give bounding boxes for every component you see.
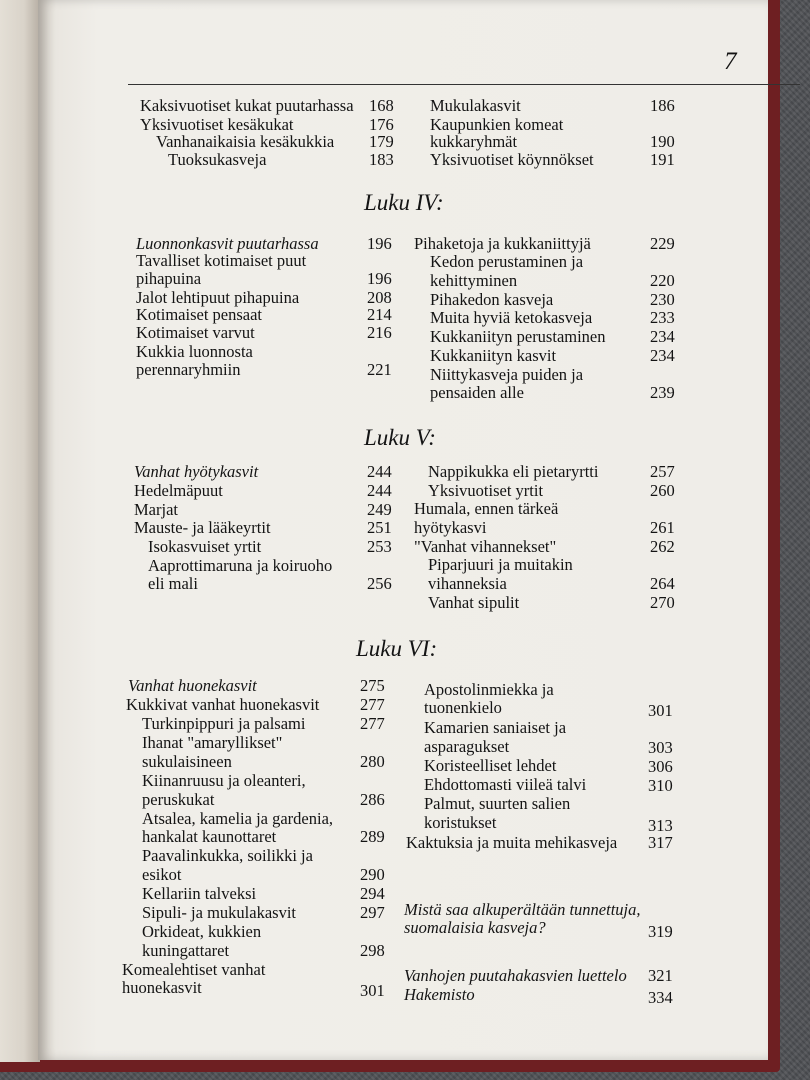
toc-entry: Yksivuotiset köynnökset (430, 150, 594, 169)
toc-entry: Kukkivat vanhat huonekasvit (126, 695, 320, 714)
toc-page-num: 183 (369, 150, 394, 169)
toc-page-num: 306 (648, 757, 673, 776)
toc-entry: Mistä saa alkuperältään tunnettuja, (404, 900, 641, 919)
toc-entry: Vanhat hyötykasvit (134, 462, 259, 481)
toc-entry: hyötykasvi (414, 518, 487, 537)
toc-page-num: 220 (650, 271, 675, 290)
toc-entry: Kukkaniityn perustaminen (430, 327, 606, 346)
toc-entry: Hakemisto (404, 985, 475, 1004)
toc-entry: huonekasvit (122, 978, 202, 997)
toc-page-num: 216 (367, 323, 392, 342)
toc-page-num: 253 (367, 537, 392, 556)
toc-page-num: 168 (369, 96, 394, 115)
toc-entry: Ehdottomasti viileä talvi (424, 775, 587, 794)
toc-entry: Atsalea, kamelia ja gardenia, (142, 809, 334, 828)
toc-page-num: 196 (367, 234, 392, 253)
toc-page-num: 275 (360, 676, 385, 695)
left-page-edge (0, 0, 40, 1062)
toc-page-num: 262 (650, 537, 675, 556)
chapter-heading: Luku V: (364, 425, 436, 450)
toc-page-num: 321 (648, 966, 673, 985)
toc-entry: vihanneksia (428, 574, 507, 593)
toc-entry: Kamarien saniaiset ja (424, 718, 567, 737)
toc-entry: Yksivuotiset yrtit (428, 481, 544, 500)
toc-entry: pihapuina (136, 269, 202, 288)
toc-page-num: 234 (650, 327, 675, 346)
toc-page-num: 196 (367, 269, 392, 288)
toc-page-num: 298 (360, 941, 385, 960)
toc-entry: peruskukat (142, 790, 215, 809)
toc-entry: Mukulakasvit (430, 96, 521, 115)
toc-entry: Muita hyviä ketokasveja (430, 308, 593, 327)
toc-entry: Kukkia luonnosta (136, 342, 253, 361)
toc-page-num: 230 (650, 290, 675, 309)
toc-entry: Sipuli- ja mukulakasvit (142, 903, 296, 922)
toc-entry: Turkinpippuri ja palsami (142, 714, 306, 733)
toc-page-num: 289 (360, 827, 385, 846)
toc-page-num: 244 (367, 462, 392, 481)
toc-entry: Pihaketoja ja kukkaniittyjä (414, 234, 591, 253)
toc-page-num: 186 (650, 96, 675, 115)
page-number: 7 (724, 48, 737, 75)
toc-entry: Palmut, suurten salien (424, 794, 571, 813)
toc-entry: Isokasvuiset yrtit (148, 537, 262, 556)
toc-page-num: 294 (360, 884, 385, 903)
toc-entry: Marjat (134, 500, 178, 519)
toc-page-num: 303 (648, 738, 673, 757)
toc-entry: Kedon perustaminen ja (430, 252, 584, 271)
toc-entry: Nappikukka eli pietaryrtti (428, 462, 599, 481)
toc-entry: sukulaisineen (142, 752, 232, 771)
toc-entry: Vanhat huonekasvit (128, 676, 257, 695)
toc-page-num: 256 (367, 574, 392, 593)
toc-entry: Aaprottimaruna ja koiruoho (148, 556, 333, 575)
toc-entry: Ihanat "amaryllikset" (142, 733, 283, 752)
toc-page-num: 297 (360, 903, 385, 922)
toc-entry: tuonenkielo (424, 698, 502, 717)
toc-entry: Paavalinkukka, soilikki ja (142, 846, 313, 865)
toc-page-num: 260 (650, 481, 675, 500)
toc-entry: Koristeelliset lehdet (424, 756, 557, 775)
chapter-heading: Luku VI: (356, 636, 438, 661)
toc-entry: Pihakedon kasveja (430, 290, 554, 309)
toc-entry: Kotimaiset varvut (136, 323, 255, 342)
toc-page-num: 280 (360, 752, 385, 771)
toc-page-num: 190 (650, 132, 675, 151)
toc-entry: Mauste- ja lääkeyrtit (134, 518, 271, 537)
toc-page-num: 313 (648, 816, 673, 835)
toc-entry: Komealehtiset vanhat (122, 960, 266, 979)
toc-page-num: 234 (650, 346, 675, 365)
toc-page-num: 244 (367, 481, 392, 500)
toc-page (38, 0, 768, 1060)
toc-entry: Kiinanruusu ja oleanteri, (142, 771, 306, 790)
toc-entry: Kellariin talveksi (142, 884, 257, 903)
toc-page-num: 264 (650, 574, 675, 593)
toc-page-num: 249 (367, 500, 392, 519)
toc-page-num: 270 (650, 593, 675, 612)
toc-entry: perennaryhmiin (136, 360, 241, 379)
toc-entry: Kaksivuotiset kukat puutarhassa (140, 96, 354, 115)
toc-page-num: 176 (369, 115, 394, 134)
toc-page-num: 290 (360, 865, 385, 884)
toc-entry: koristukset (424, 813, 497, 832)
toc-page-num: 277 (360, 714, 385, 733)
toc-entry: hankalat kaunottaret (142, 827, 277, 846)
toc-entry: kehittyminen (430, 271, 518, 290)
toc-page-num: 286 (360, 790, 385, 809)
chapter-heading: Luku IV: (364, 190, 444, 215)
toc-page-num: 334 (648, 988, 673, 1007)
toc-entry: Yksivuotiset kesäkukat (140, 115, 294, 134)
toc-page-num: 179 (369, 132, 394, 151)
toc-page-num: 239 (650, 383, 675, 402)
header-rule (128, 84, 800, 85)
toc-entry: Jalot lehtipuut pihapuina (136, 288, 300, 307)
toc-page-num: 229 (650, 234, 675, 253)
toc-page-num: 317 (648, 833, 673, 852)
toc-entry: Humala, ennen tärkeä (414, 499, 559, 518)
toc-entry: Tavalliset kotimaiset puut (136, 251, 307, 270)
toc-entry: Vanhojen puutahakasvien luettelo (404, 966, 627, 985)
toc-entry: eli mali (148, 574, 198, 593)
toc-entry: kuningattaret (142, 941, 230, 960)
toc-entry: pensaiden alle (430, 383, 524, 402)
toc-page-num: 257 (650, 462, 675, 481)
toc-entry: Apostolinmiekka ja (424, 680, 554, 699)
toc-page-num: 191 (650, 150, 675, 169)
toc-entry: Kaktuksia ja muita mehikasveja (406, 833, 618, 852)
toc-entry: Tuoksukasveja (168, 150, 267, 169)
toc-entry: Vanhat sipulit (428, 593, 520, 612)
toc-entry: esikot (142, 865, 182, 884)
toc-page-num: 301 (360, 981, 385, 1000)
toc-entry: Niittykasveja puiden ja (430, 365, 584, 384)
toc-entry: kukkaryhmät (430, 132, 518, 151)
toc-entry: Luonnonkasvit puutarhassa (136, 234, 319, 253)
toc-entry: Kukkaniityn kasvit (430, 346, 557, 365)
toc-entry: "Vanhat vihannekset" (414, 537, 557, 556)
toc-entry: suomalaisia kasveja? (404, 918, 546, 937)
toc-page-num: 221 (367, 360, 392, 379)
toc-page-num: 208 (367, 288, 392, 307)
toc-entry: Hedelmäpuut (134, 481, 223, 500)
toc-page-num: 301 (648, 701, 673, 720)
toc-entry: Kaupunkien komeat (430, 115, 564, 134)
toc-page-num: 277 (360, 695, 385, 714)
toc-page-num: 310 (648, 776, 673, 795)
toc-entry: Vanhanaikaisia kesäkukkia (156, 132, 335, 151)
toc-page-num: 251 (367, 518, 392, 537)
toc-entry: Piparjuuri ja muitakin (428, 555, 573, 574)
toc-page-num: 214 (367, 305, 392, 324)
toc-entry: Orkideat, kukkien (142, 922, 262, 941)
toc-entry: asparagukset (424, 737, 510, 756)
toc-page-num: 261 (650, 518, 675, 537)
toc-entry: Kotimaiset pensaat (136, 305, 263, 324)
toc-page-num: 233 (650, 308, 675, 327)
toc-page-num: 319 (648, 922, 673, 941)
